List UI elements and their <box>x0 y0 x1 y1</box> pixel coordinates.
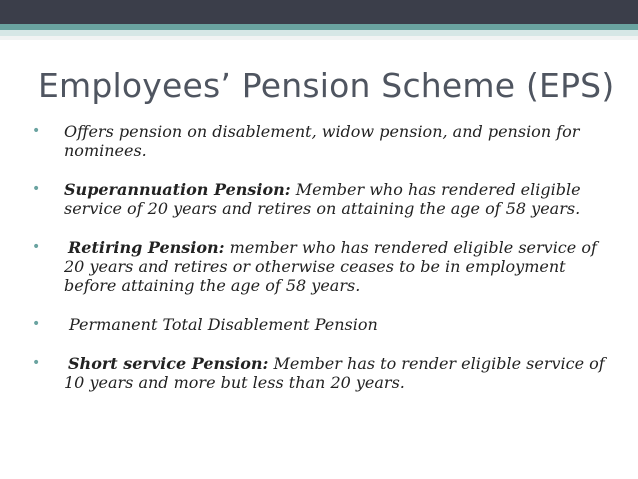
bullet-text: Permanent Total Disablement Pension <box>69 315 378 334</box>
bullet-dot-icon: • <box>32 316 41 332</box>
header-band-dark <box>0 0 638 24</box>
bullet-dot-icon: • <box>32 355 41 371</box>
slide-title: Employees’ Pension Scheme (EPS) <box>38 66 615 105</box>
bullet-lead: Superannuation Pension: <box>64 180 291 199</box>
bullet-item-disablement <box>28 122 613 160</box>
bullet-list <box>28 122 613 392</box>
bullet-dot-icon: • <box>32 239 41 255</box>
bullet-lead: Retiring Pension: <box>68 238 225 257</box>
bullet-item-permanent-disablement <box>28 315 613 334</box>
bullet-dot-icon: • <box>32 181 41 197</box>
bullet-item-retiring <box>28 238 613 295</box>
header-band-gray <box>0 36 638 40</box>
bullet-item-superannuation <box>28 180 613 218</box>
bullet-dot-icon: • <box>32 123 41 139</box>
bullet-lead: Short service Pension: <box>68 354 269 373</box>
bullet-text: member who has rendered eligible service of 20 years and retires or otherwise ceases to be in employment before attaining the age of 58 years. <box>64 238 597 295</box>
bullet-text: Member who has rendered eligible service of 20 years and retires on attaining the age of 58 years. <box>64 180 581 218</box>
bullet-text: Offers pension on disablement, widow pension, and pension for nominees. <box>64 122 580 160</box>
bullet-item-short-service <box>28 354 613 392</box>
bullet-text: Member has to render eligible service of 10 years and more but less than 20 years. <box>64 354 605 392</box>
